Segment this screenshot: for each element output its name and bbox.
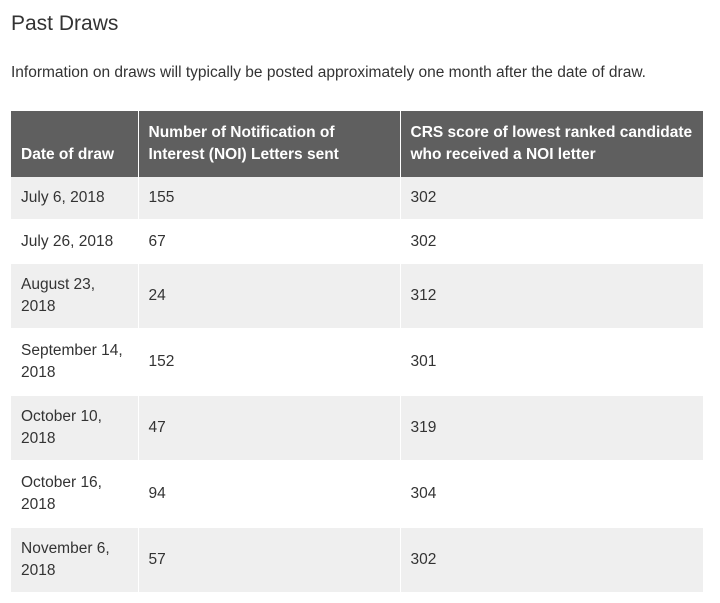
cell-crs-score: 304 bbox=[400, 461, 703, 527]
table-header bbox=[11, 111, 703, 177]
cell-noi-count: 155 bbox=[138, 177, 400, 220]
cell-noi-count: 57 bbox=[138, 527, 400, 593]
cell-crs-score: 302 bbox=[400, 177, 703, 220]
cell-date: July 26, 2018 bbox=[11, 220, 138, 263]
cell-noi-count: 47 bbox=[138, 395, 400, 461]
cell-noi-count: 152 bbox=[138, 329, 400, 395]
table-body bbox=[11, 177, 703, 593]
table-row bbox=[11, 263, 703, 329]
table-row bbox=[11, 177, 703, 220]
cell-crs-score: 301 bbox=[400, 329, 703, 395]
intro-text: Information on draws will typically be posted approximately one month after the date of draw. bbox=[11, 64, 646, 81]
header-row bbox=[11, 111, 703, 177]
cell-crs-score: 302 bbox=[400, 527, 703, 593]
cell-date: October 16, 2018 bbox=[11, 461, 138, 527]
cell-noi-count: 24 bbox=[138, 263, 400, 329]
past-draws-table bbox=[11, 111, 703, 594]
cell-date: August 23, 2018 bbox=[11, 263, 138, 329]
cell-crs-score: 302 bbox=[400, 220, 703, 263]
cell-date: July 6, 2018 bbox=[11, 177, 138, 220]
cell-crs-score: 319 bbox=[400, 395, 703, 461]
cell-date: November 6, 2018 bbox=[11, 527, 138, 593]
column-header-crs-score: CRS score of lowest ranked candidate who received a NOI letter bbox=[400, 111, 703, 177]
cell-date: September 14, 2018 bbox=[11, 329, 138, 395]
column-header-noi-count: Number of Notification of Interest (NOI) Letters sent bbox=[138, 111, 400, 177]
column-header-date: Date of draw bbox=[11, 111, 138, 177]
page-title: Past Draws bbox=[11, 12, 119, 35]
cell-noi-count: 67 bbox=[138, 220, 400, 263]
cell-noi-count: 94 bbox=[138, 461, 400, 527]
table-row bbox=[11, 220, 703, 263]
table-row bbox=[11, 395, 703, 461]
table-row bbox=[11, 461, 703, 527]
table-row bbox=[11, 527, 703, 593]
cell-crs-score: 312 bbox=[400, 263, 703, 329]
cell-date: October 10, 2018 bbox=[11, 395, 138, 461]
table-row bbox=[11, 329, 703, 395]
